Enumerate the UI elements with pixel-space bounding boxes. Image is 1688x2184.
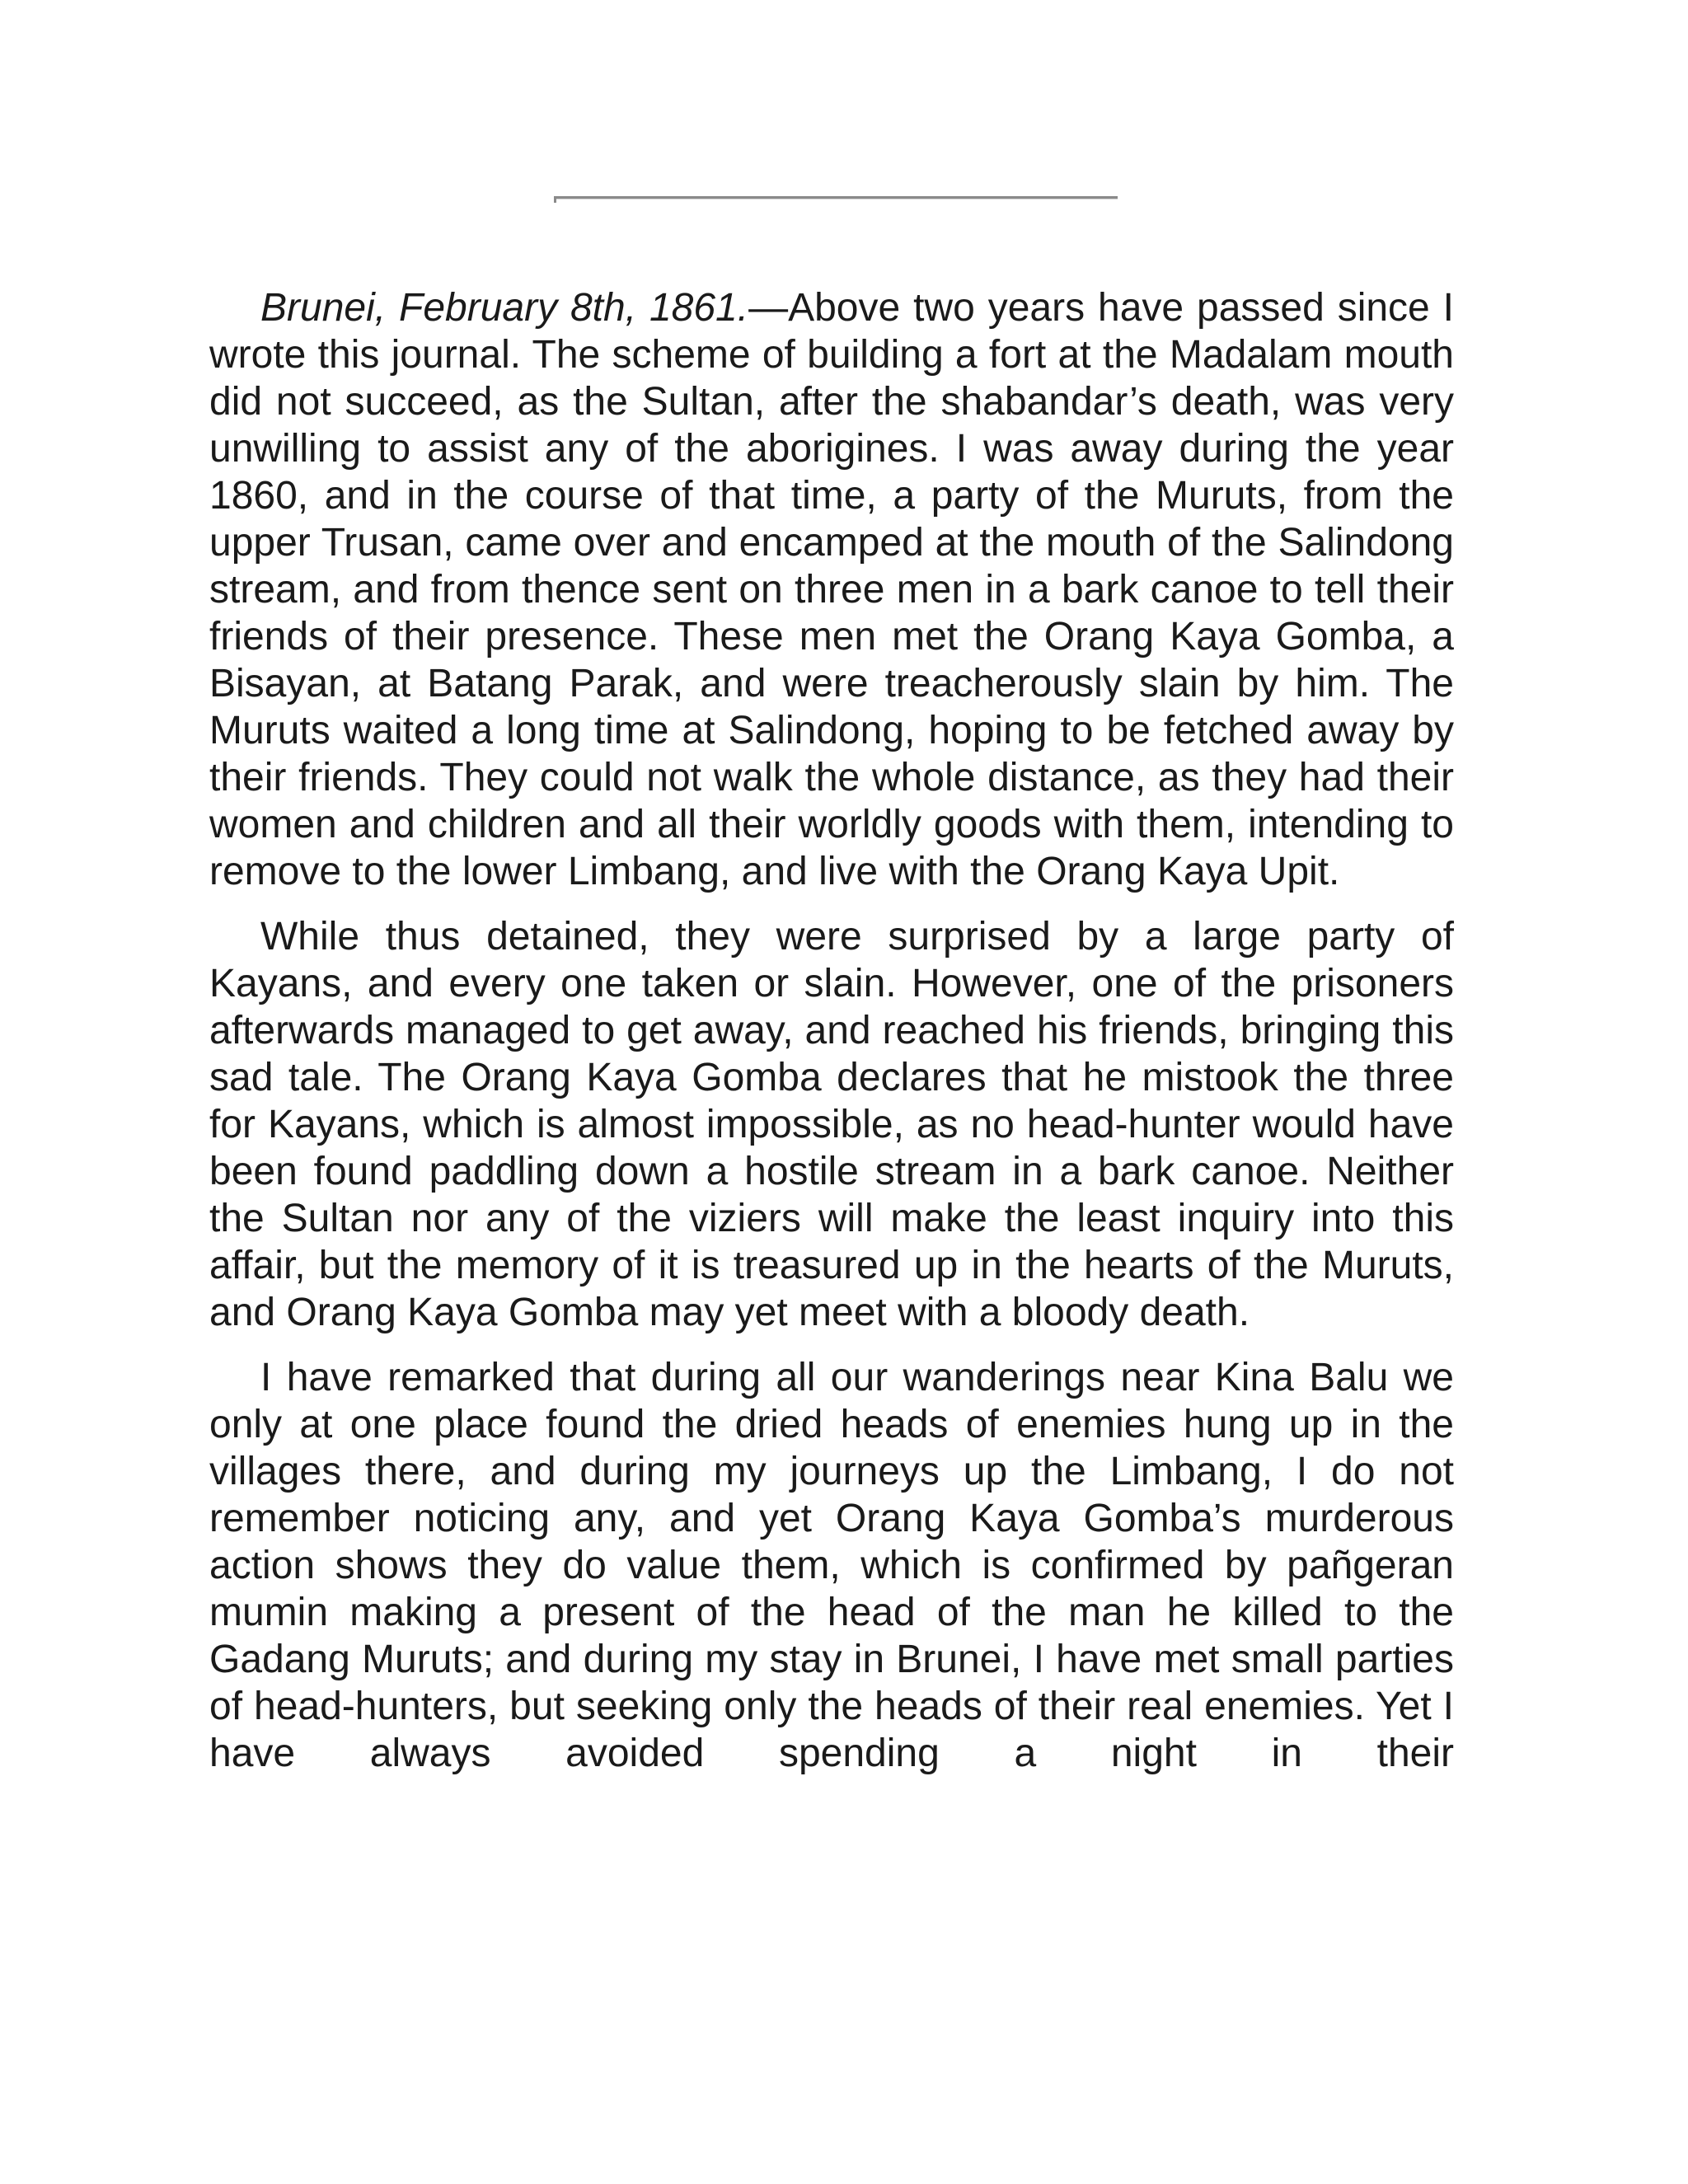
- paragraph-3: I have remarked that during all our wanderings near Kina Balu we only at one place found the dried heads of enemies hung up in the villages there, and during my journeys up the Limbang, I do not remember noticing any, and yet Orang Kaya Gomba’s murderous action shows they do value them, which is confirmed by pañgeran mumin making a present of the head of the man he killed to the Gadang Muruts; and during my stay in Brunei, I have met small parties of head-hunters, but seeking only the heads of their real enemies. Yet I have always avoided spending a night in their: [209, 1356, 1454, 1775]
- dateline: Brunei, February 8th, 1861.: [260, 286, 749, 330]
- paragraph-2: While thus detained, they were surprised by a large party of Kayans, and every one taken or slain. However, one of the prisoners afterwards managed to get away, and reached his friends, bringing this sad tale. The Orang Kaya Gomba declares that he mistook the three for Kayans, which is almost impossible, as no head-hunter would have been found paddling down a hostile stream in a bark canoe. Neither the Sultan nor any of the viziers will make the least inquiry into this affair, but the memory of it is treasured up in the hearts of the Muruts, and Orang Kaya Gomba may yet meet with a bloody death.: [209, 915, 1454, 1334]
- paragraph-1-text: —Above two years have passed since I wrote this journal. The scheme of building a fort at the Madalam mouth did not succeed, as the Sultan, after the shabandar’s death, was very unwilling to assist any of the aborigines. I was away during the year 1860, and in the course of that time, a party of the Muruts, from the upper Trusan, came over and encamped at the mouth of the Salindong stream, and from thence sent on three men in a bark canoe to tell their friends of their presence. These men met the Orang Kaya Gomba, a Bisayan, at Batang Parak, and were treacherously slain by him. The Muruts waited a long time at Salindong, hoping to be fetched away by their friends. They could not walk the whole distance, as they had their women and children and all their worldly goods with them, intending to remove to the lower Limbang, and live with the Orang Kaya Upit.: [209, 286, 1454, 893]
- section-divider: [554, 196, 1118, 199]
- body-text: [209, 284, 1454, 1795]
- paragraph-1: [209, 284, 1454, 895]
